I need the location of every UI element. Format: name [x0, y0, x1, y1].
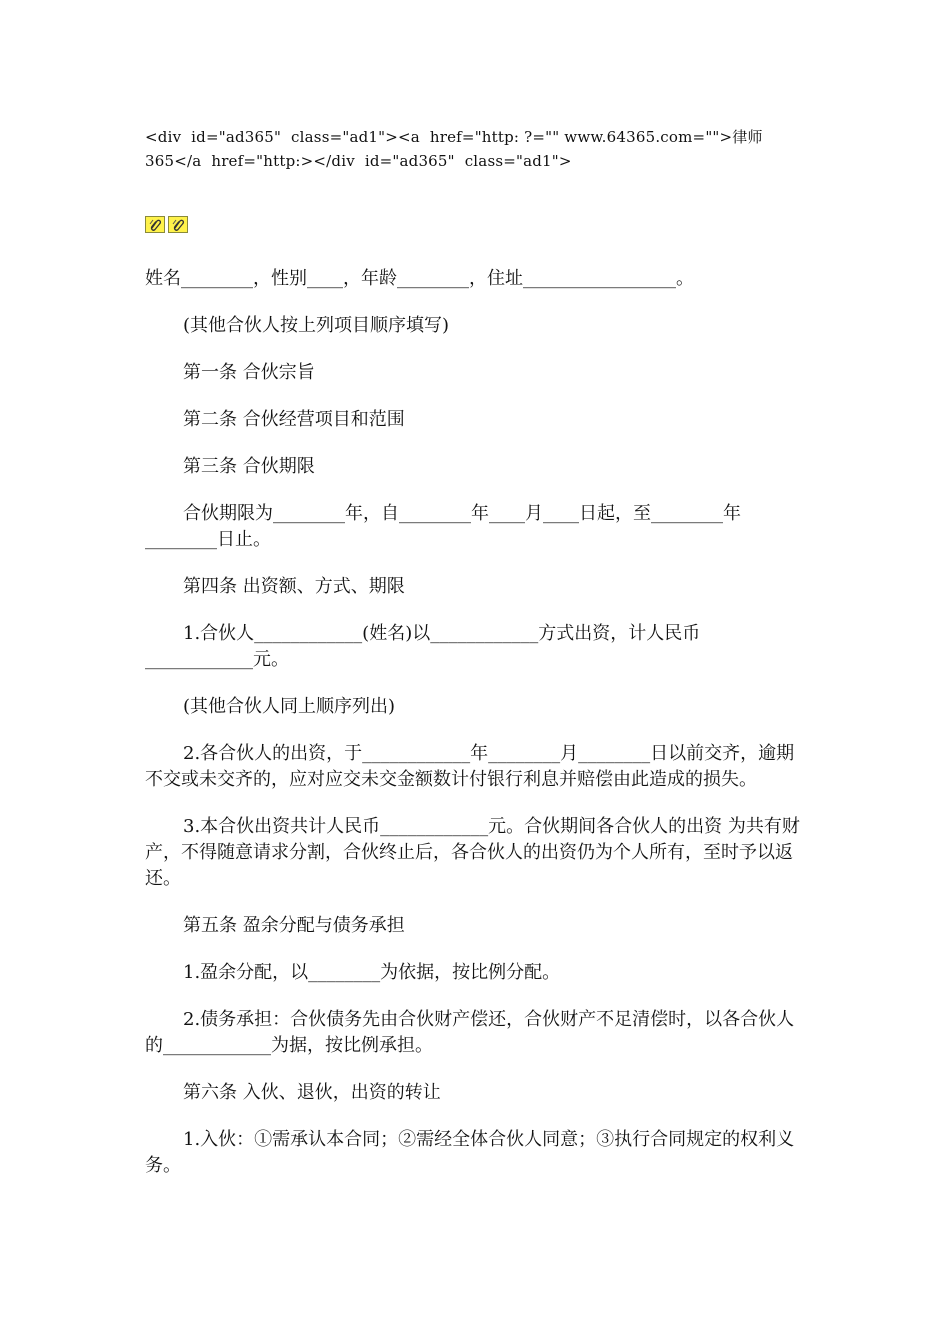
- code-line-1: <div id="ad365" class="ad1"><a href="http: ?="" www.64365.com="">律师: [145, 128, 763, 146]
- paragraph: 合伙期限为________年，自________年____月____日起，至________年________日止。: [145, 503, 741, 550]
- attachment-icons: [145, 216, 188, 235]
- article-heading: 第五条 盈余分配与债务承担: [183, 915, 405, 936]
- paragraph: 1.入伙：①需承认本合同；②需经全体合伙人同意；③执行合同规定的权利义务。: [145, 1129, 795, 1176]
- paragraph: (其他合伙人按上列项目顺序填写): [183, 315, 450, 336]
- paragraph: 3.本合伙出资共计人民币____________元。合伙期间各合伙人的出资 为共有财产，不得随意请求分割，合伙终止后，各合伙人的出资仍为个人所有，至时予以返还。: [145, 816, 800, 889]
- code-line-2: 365</a href="http:></div id="ad365" class="ad1">: [145, 152, 572, 170]
- paragraph: (其他合伙人同上顺序列出): [183, 696, 396, 717]
- article-heading: 第六条 入伙、退伙，出资的转让: [183, 1082, 441, 1103]
- paragraph: 1.合伙人____________(姓名)以____________方式出资，计人民币____________元。: [145, 623, 701, 670]
- paragraph: 1.盈余分配，以________为依据，按比例分配。: [183, 962, 561, 983]
- paragraph: 2.债务承担：合伙债务先由合伙财产偿还，合伙财产不足清偿时，以各合伙人的____________为据，按比例承担。: [145, 1009, 795, 1056]
- ad-code-text: [145, 125, 825, 173]
- article-heading: 第四条 出资额、方式、期限: [183, 576, 405, 597]
- article-heading: 第一条 合伙宗旨: [183, 362, 315, 383]
- paperclip-icon[interactable]: [145, 216, 165, 233]
- partner-info-line: 姓名________，性别____，年龄________，住址_________________。: [145, 268, 694, 289]
- paragraph: 2.各合伙人的出资，于____________年________月________日以前交齐，逾期不交或未交齐的，应对应交未交金额数计付银行利息并赔偿由此造成的损失。: [145, 743, 795, 790]
- article-heading: 第三条 合伙期限: [183, 456, 315, 477]
- article-heading: 第二条 合伙经营项目和范围: [183, 409, 405, 430]
- contract-body: [145, 266, 807, 1200]
- paperclip-icon[interactable]: [168, 216, 188, 233]
